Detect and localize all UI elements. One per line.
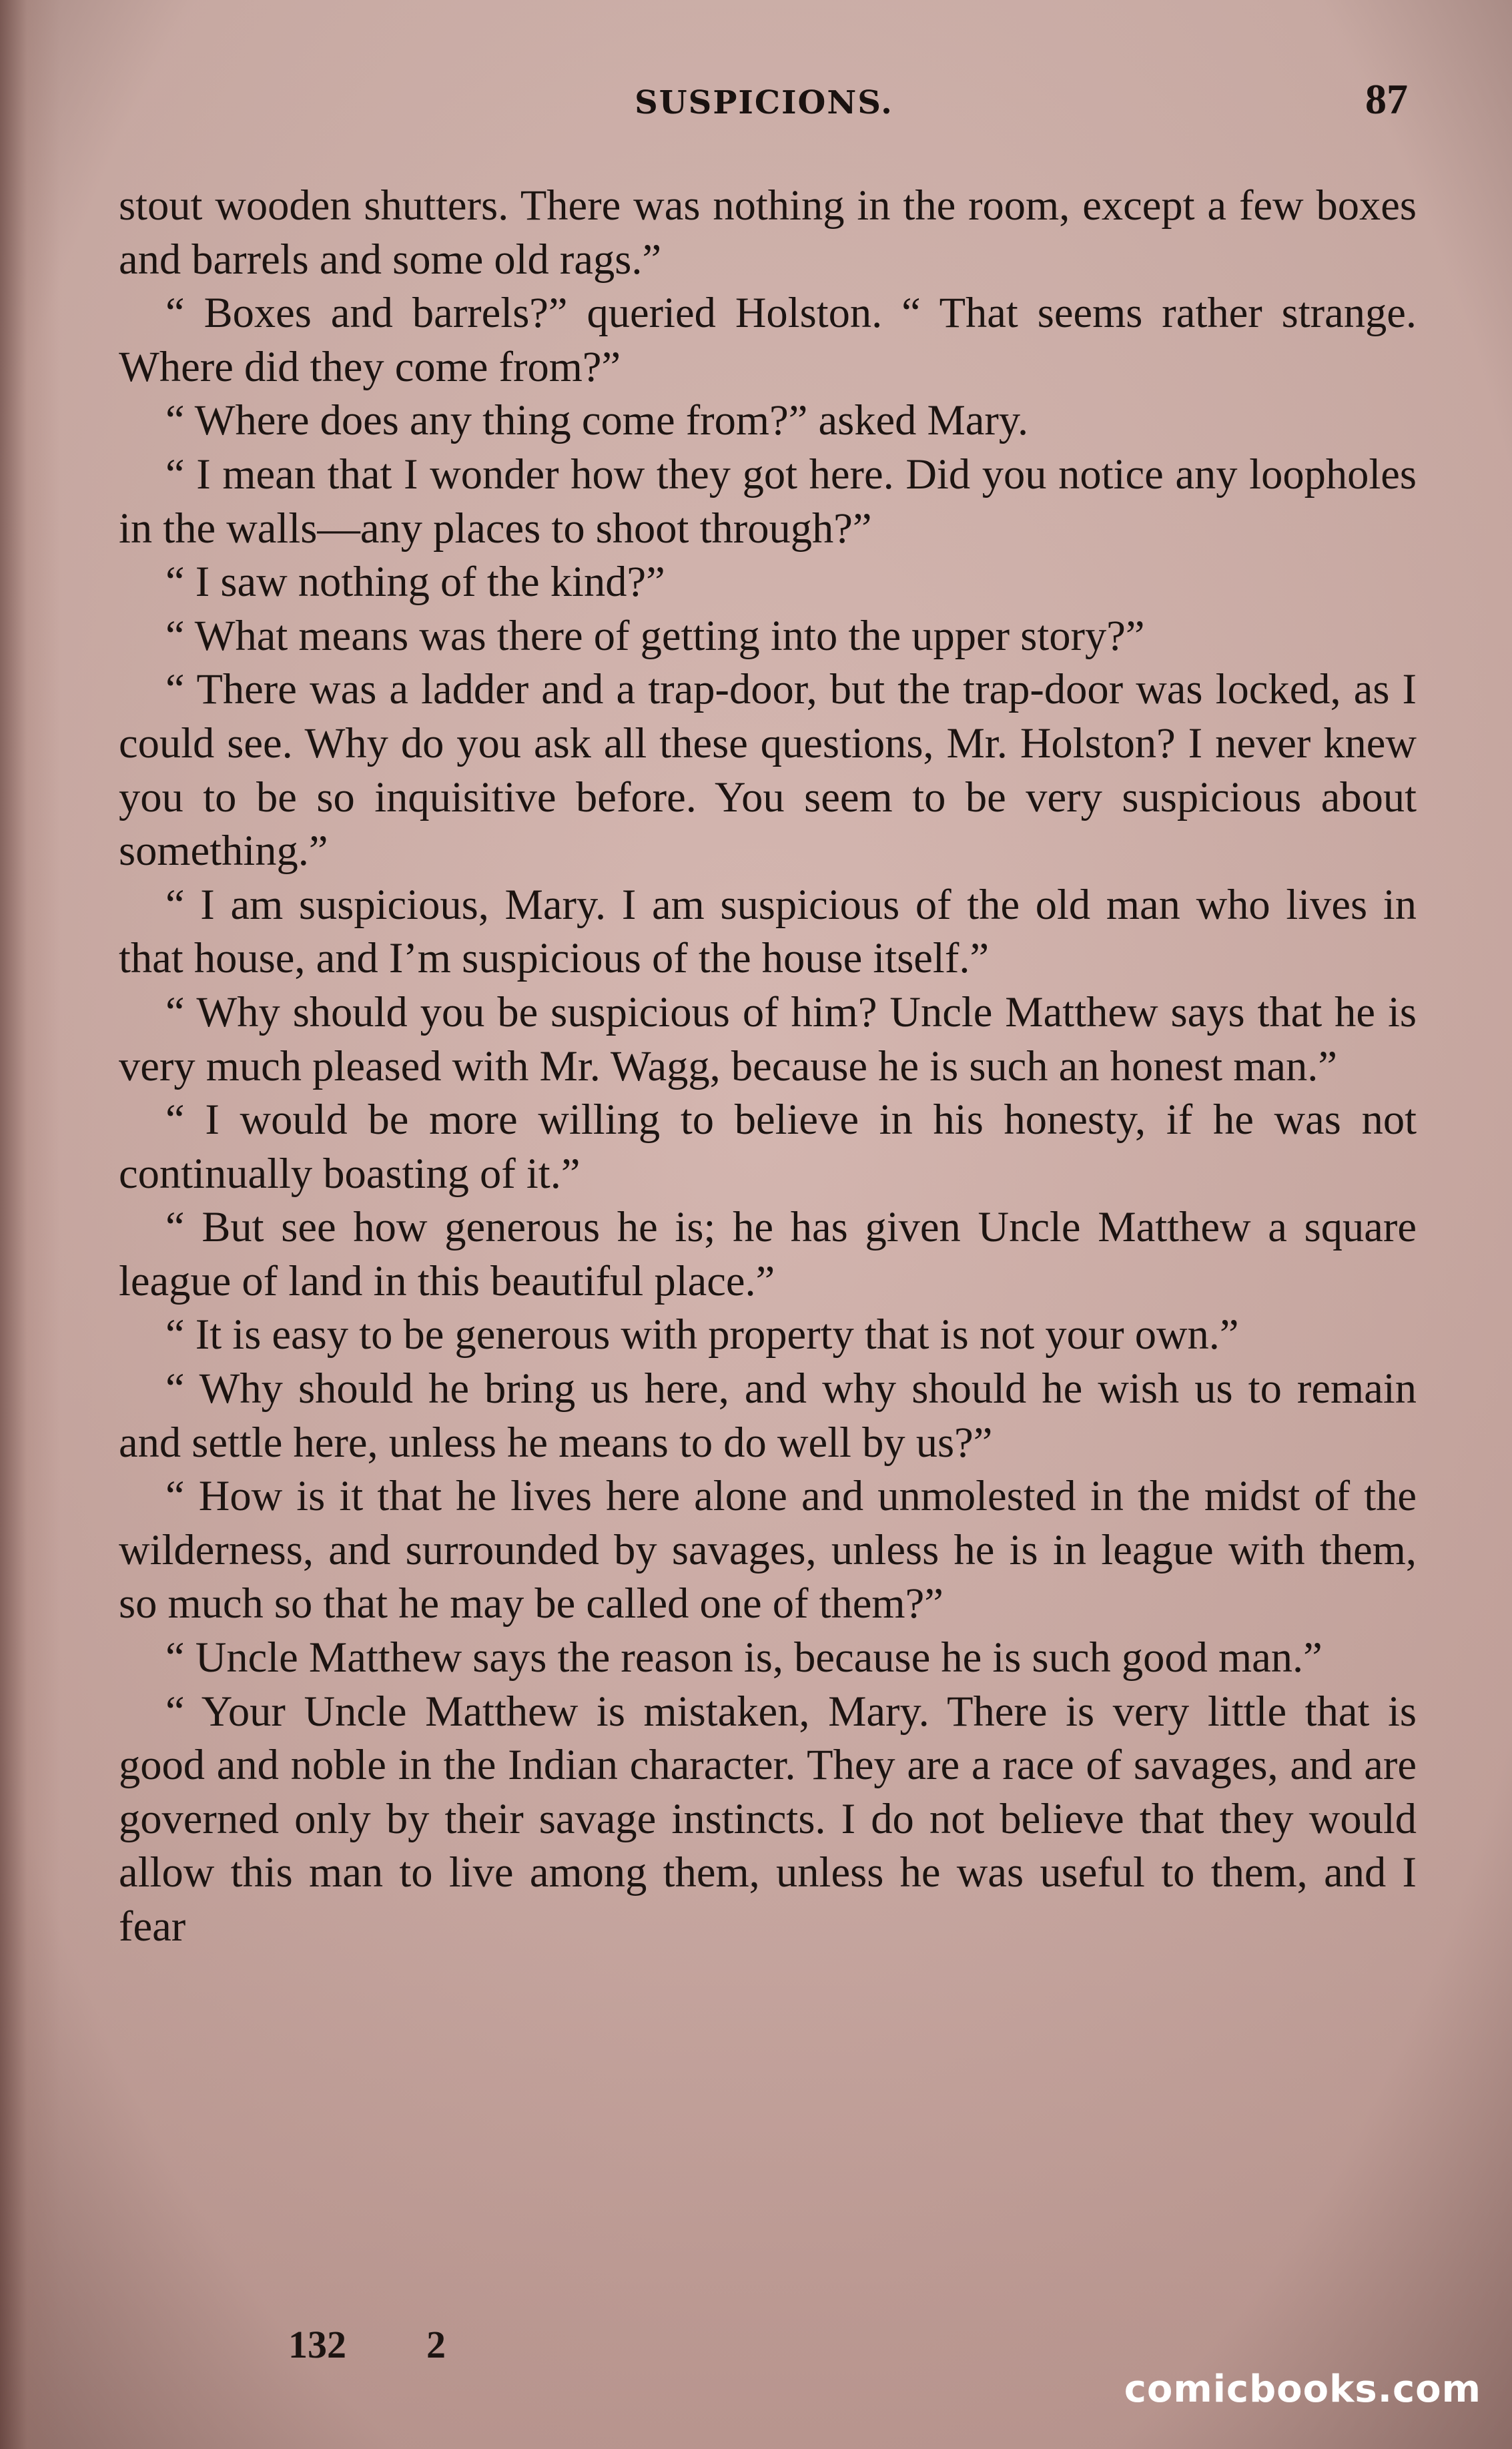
paragraph: “ Uncle Matthew says the reason is, because he is such good man.” [165,1634,1322,1682]
site-watermark: comicbooks.com [1124,2368,1481,2411]
page-number: 87 [1365,75,1408,123]
paragraph: “ I would be more willing to believe in his honesty, if he was not continually boasting of it.” [119,1096,1417,1197]
page-edge-shadow [0,0,60,2449]
signature-mark: 2 [426,2323,446,2366]
paragraph: “ What means was there of getting into the upper story?” [165,611,1145,659]
printer-signature [288,2322,526,2367]
chapter-title: SUSPICIONS. [635,84,893,121]
paragraph: “ I mean that I wonder how they got here. Did you notice any loopholes in the walls—any places to shoot through?” [119,450,1417,552]
running-head [120,75,1408,135]
paragraph: “ There was a ladder and a trap-door, but the trap-door was locked, as I could see. Why do you ask all these questions, Mr. Holston? I never knew you to be so inquisitive before. You seem to be very suspicious about something.” [119,665,1417,875]
paragraph: “ Your Uncle Matthew is mistaken, Mary. There is very little that is good and noble in the Indian character. They are a race of savages, and are governed only by their savage instincts. I do not believe that they would allow this man to live among them, unless he was useful to them, and I fear [119,1687,1417,1950]
signature-number: 132 [288,2323,346,2366]
paragraph: “ It is easy to be generous with property that is not your own.” [165,1311,1239,1359]
paragraph: stout wooden shutters. There was nothing in the room, except a few boxes and barrels and some old rags.” [119,182,1417,283]
paragraph: “ But see how generous he is; he has given Uncle Matthew a square league of land in this beautiful place.” [119,1203,1417,1305]
body-text [119,179,1417,1954]
paragraph: “ Why should you be suspicious of him? Uncle Matthew says that he is very much pleased with Mr. Wagg, because he is such an honest man.” [119,988,1417,1090]
paragraph: “ Why should he bring us here, and why should he wish us to remain and settle here, unless he means to do well by us?” [119,1365,1417,1466]
paragraph: “ How is it that he lives here alone and unmolested in the midst of the wilderness, and surrounded by savages, unless he is in league with them, so much so that he may be called one of them?” [119,1472,1417,1628]
paragraph: “ I saw nothing of the kind?” [165,558,665,606]
paragraph: “ I am suspicious, Mary. I am suspicious of the old man who lives in that house, and I’m suspicious of the house itself.” [119,880,1417,982]
paragraph: “ Boxes and barrels?” queried Holston. “ That seems rather strange. Where did they come from?” [119,289,1417,390]
paragraph: “ Where does any thing come from?” asked Mary. [165,396,1029,444]
